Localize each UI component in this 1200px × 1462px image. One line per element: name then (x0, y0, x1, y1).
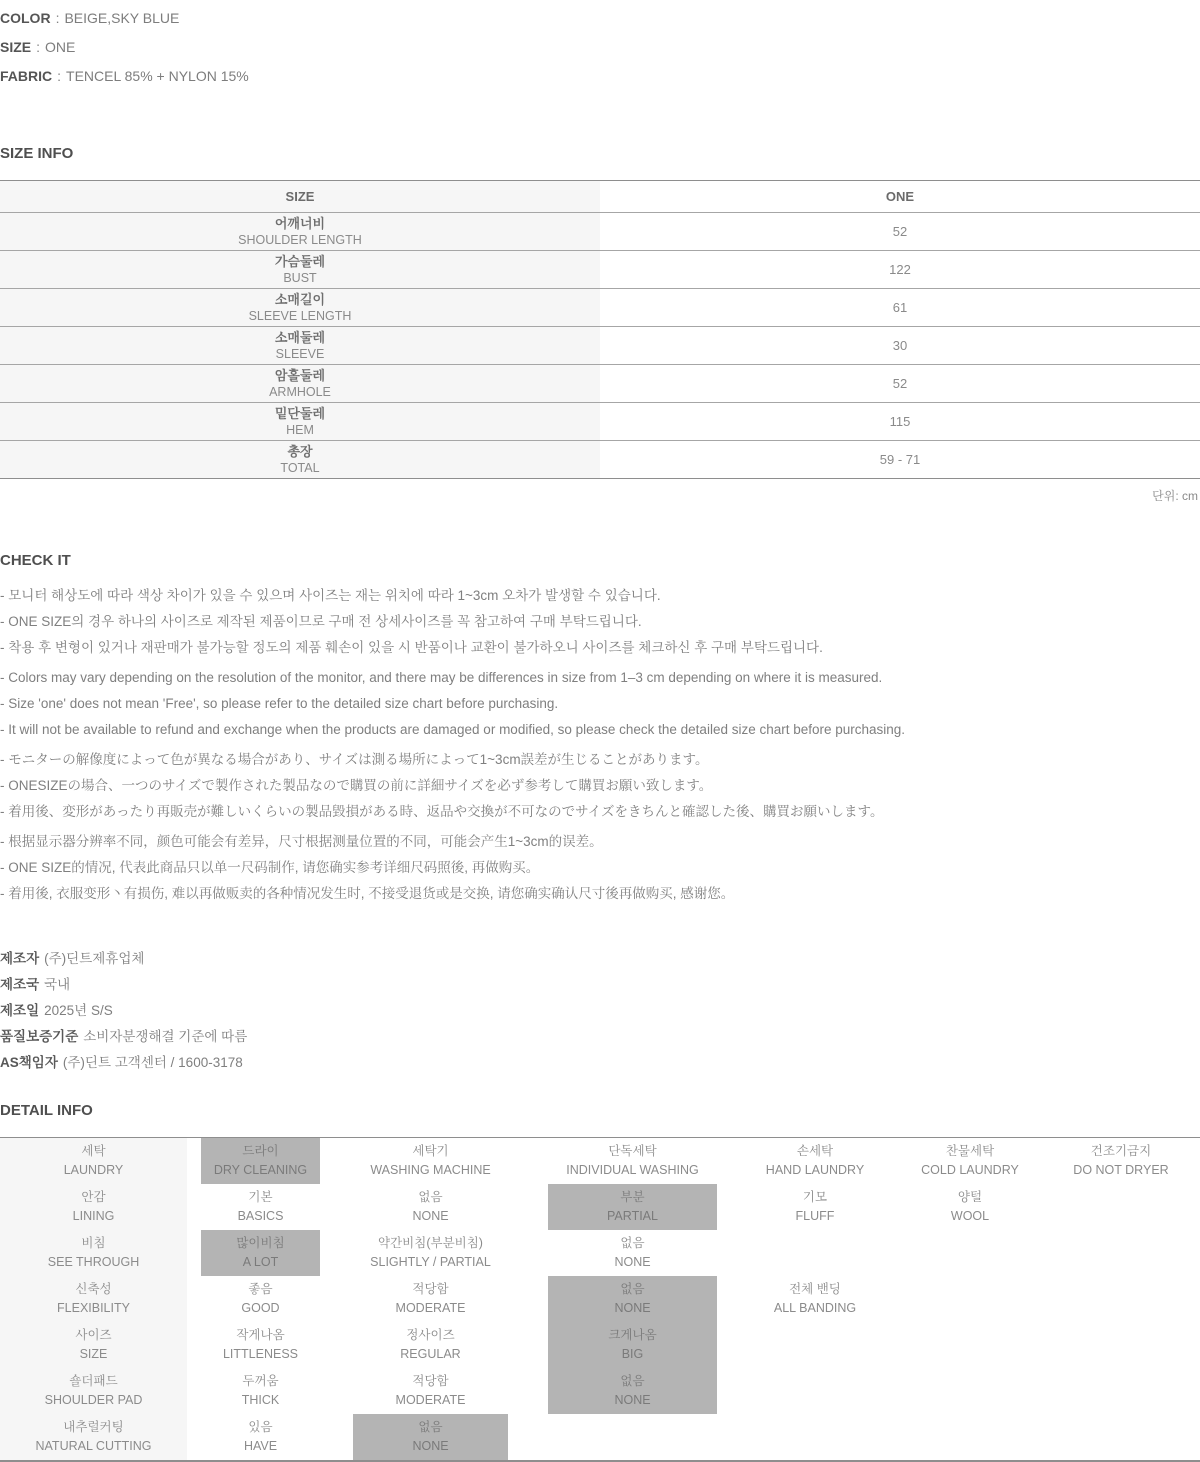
detail-option: 기모 FLUFF (795, 1190, 835, 1223)
manufacturer-row: 품질보증기준 소비자분쟁해결 기준에 따름 (0, 1029, 248, 1044)
detail-option: 작게나옴 LITTLENESS (222, 1328, 299, 1361)
detail-row-label: 비침 SEE THROUGH (0, 1230, 187, 1276)
size-header-one: ONE (885, 189, 915, 204)
note-line: - ONE SIZE的情况, 代表此商品只以单一尺码制作, 请您确实参考详细尺码照後, 再做购买。 (0, 860, 540, 875)
detail-option: 좋음 GOOD (241, 1282, 280, 1315)
product-attr-color (0, 4, 249, 33)
detail-option: 있음 HAVE (243, 1420, 278, 1453)
size-row-sleeve-length (0, 289, 1200, 327)
note-line: - モニターの解像度によって色が異なる場合があり、サイズは測る場所によって1~3cm誤差が生じることがあります。 (0, 752, 709, 767)
note-line: - 着用後, 衣服变形丶有损伤, 难以再做贩卖的各种情况发生时, 不接受退货或是交换, 请您确实确认尺寸後再做购买, 感谢您。 (0, 886, 735, 901)
detail-row-label: 안감 LINING (0, 1184, 187, 1230)
size-table (0, 180, 1200, 479)
detail-option-selected: 크게나옴 BIG (548, 1322, 717, 1368)
attr-value: ONE (45, 39, 76, 55)
detail-option-selected: 부분 PARTIAL (548, 1184, 717, 1230)
detail-option-selected: 드라이 DRY CLEANING (201, 1138, 320, 1184)
manufacturer-info (0, 946, 247, 1076)
detail-row-label: 신축성 FLEXIBILITY (0, 1276, 187, 1322)
attr-value: TENCEL 85% + NYLON 15% (66, 68, 249, 84)
size-row-total (0, 441, 1200, 478)
detail-option: 찬물세탁 COLD LAUNDRY (921, 1144, 1019, 1177)
product-attributes (0, 4, 249, 91)
size-measure-label: 가슴둘레 BUST (0, 251, 600, 288)
detail-row-see-through (0, 1230, 1200, 1276)
check-it-heading: CHECK IT (0, 552, 71, 569)
detail-option: 기본 BASICS (237, 1190, 284, 1223)
manufacturer-row: 제조일 2025년 S/S (0, 1003, 113, 1018)
check-it-notes (0, 583, 1200, 911)
unit-note: 단위: cm (1152, 489, 1198, 503)
check-notes-chinese (0, 829, 1200, 907)
detail-option: 없음 NONE (614, 1236, 651, 1269)
size-measure-value: 52 (892, 224, 908, 239)
detail-option: 정사이즈 REGULAR (400, 1328, 461, 1361)
size-row-armhole (0, 365, 1200, 403)
note-line: - 모니터 해상도에 따라 색상 차이가 있을 수 있으며 사이즈는 재는 위치에 따라 1~3cm 오차가 발생할 수 있습니다. (0, 588, 661, 603)
manufacturer-row: AS책임자 (주)딘트 고객센터 / 1600-3178 (0, 1055, 243, 1070)
note-line: - ONE SIZE의 경우 하나의 사이즈로 제작된 제품이므로 구매 전 상세사이즈를 꼭 참고하여 구매 부탁드립니다. (0, 614, 642, 629)
check-notes-korean (0, 583, 1200, 661)
detail-info-table (0, 1137, 1200, 1462)
note-line: - 착용 후 변형이 있거나 재판매가 불가능할 정도의 제품 훼손이 있을 시 반품이나 교환이 불가하오니 사이즈를 체크하신 후 구매 부탁드립니다. (0, 640, 823, 655)
size-row-bust (0, 251, 1200, 289)
check-notes-japanese (0, 747, 1200, 825)
size-row-shoulder (0, 213, 1200, 251)
note-line: - ONESIZEの場合、一つのサイズで製作された製品なので購買の前に詳細サイズを必ず参考して購買お願い致します。 (0, 778, 713, 793)
detail-row-size (0, 1322, 1200, 1368)
detail-option: 손세탁 HAND LAUNDRY (765, 1144, 865, 1177)
size-header-label: SIZE (0, 181, 600, 212)
detail-row-label: 세탁 LAUNDRY (0, 1138, 187, 1184)
detail-option: 건조기금지 DO NOT DRYER (1073, 1144, 1169, 1177)
size-measure-value: 61 (892, 300, 908, 315)
size-measure-label: 어깨너비 SHOULDER LENGTH (0, 213, 600, 250)
size-measure-label: 소매길이 SLEEVE LENGTH (0, 289, 600, 326)
note-line: - It will not be available to refund and exchange when the products are damaged or modified, so please check the detailed size chart before purchasing. (0, 722, 906, 737)
detail-option-selected: 없음 NONE (548, 1276, 717, 1322)
detail-row-label: 숄더패드 SHOULDER PAD (0, 1368, 187, 1414)
detail-option: 없음 NONE (412, 1190, 449, 1223)
note-line: - 根据显示器分辨率不同，颜色可能会有差异，尺寸根据测量位置的不同，可能会产生1~3cm的误差。 (0, 834, 603, 849)
attr-separator: : (36, 39, 41, 55)
product-attr-size (0, 33, 249, 62)
size-measure-value: 52 (892, 376, 908, 391)
manufacturer-row: 제조국 국내 (0, 977, 71, 992)
size-measure-label: 암홀둘레 ARMHOLE (0, 365, 600, 402)
attr-label: SIZE (0, 39, 32, 55)
detail-option-selected: 없음 NONE (548, 1368, 717, 1414)
note-line: - Colors may vary depending on the resolution of the monitor, and there may be differences in size from 1–3 cm depending on where it is measured. (0, 670, 883, 685)
detail-row-label: 내추럴커팅 NATURAL CUTTING (0, 1414, 187, 1460)
size-info-heading: SIZE INFO (0, 145, 74, 162)
detail-option: 적당함 MODERATE (395, 1282, 466, 1315)
size-measure-value: 30 (892, 338, 908, 353)
detail-row-flexibility (0, 1276, 1200, 1322)
size-measure-value: 122 (889, 262, 911, 277)
detail-option-selected: 많이비침 A LOT (201, 1230, 320, 1276)
detail-info-heading: DETAIL INFO (0, 1102, 93, 1119)
note-line: - Size 'one' does not mean 'Free', so please refer to the detailed size chart before purchasing. (0, 696, 559, 711)
detail-option: 단독세탁 INDIVIDUAL WASHING (566, 1144, 699, 1177)
detail-option-selected: 없음 NONE (353, 1414, 508, 1460)
product-attr-fabric (0, 62, 249, 91)
detail-row-natural-cutting (0, 1414, 1200, 1460)
size-row-sleeve (0, 327, 1200, 365)
detail-option: 두꺼움 THICK (241, 1374, 280, 1407)
detail-row-laundry (0, 1138, 1200, 1184)
size-measure-label: 총장 TOTAL (0, 441, 600, 478)
detail-row-label: 사이즈 SIZE (0, 1322, 187, 1368)
check-notes-english (0, 665, 1200, 743)
detail-option: 적당함 MODERATE (395, 1374, 466, 1407)
note-line: - 着用後、変形があったり再販売が難しいくらいの製品毀損がある時、返品や交換が不可なのでサイズをきちんと確認した後、購買お願いします。 (0, 804, 884, 819)
size-measure-value: 115 (889, 414, 911, 429)
attr-label: FABRIC (0, 68, 53, 84)
attr-separator: : (57, 68, 62, 84)
size-measure-label: 밑단둘레 HEM (0, 403, 600, 440)
attr-separator: : (55, 10, 60, 26)
detail-option: 양털 WOOL (950, 1190, 990, 1223)
size-row-hem (0, 403, 1200, 441)
attr-value: BEIGE,SKY BLUE (64, 10, 180, 26)
size-measure-label: 소매둘레 SLEEVE (0, 327, 600, 364)
size-measure-value: 59 - 71 (879, 452, 921, 467)
manufacturer-row: 제조자 (주)딘트제휴업체 (0, 951, 145, 966)
detail-option: 세탁기 WASHING MACHINE (370, 1144, 491, 1177)
detail-option: 약간비침(부분비침) SLIGHTLY / PARTIAL (370, 1236, 491, 1269)
detail-row-shoulder-pad (0, 1368, 1200, 1414)
size-table-header (0, 181, 1200, 213)
detail-row-lining (0, 1184, 1200, 1230)
attr-label: COLOR (0, 10, 51, 26)
detail-option: 전체 밴딩 ALL BANDING (773, 1282, 857, 1315)
